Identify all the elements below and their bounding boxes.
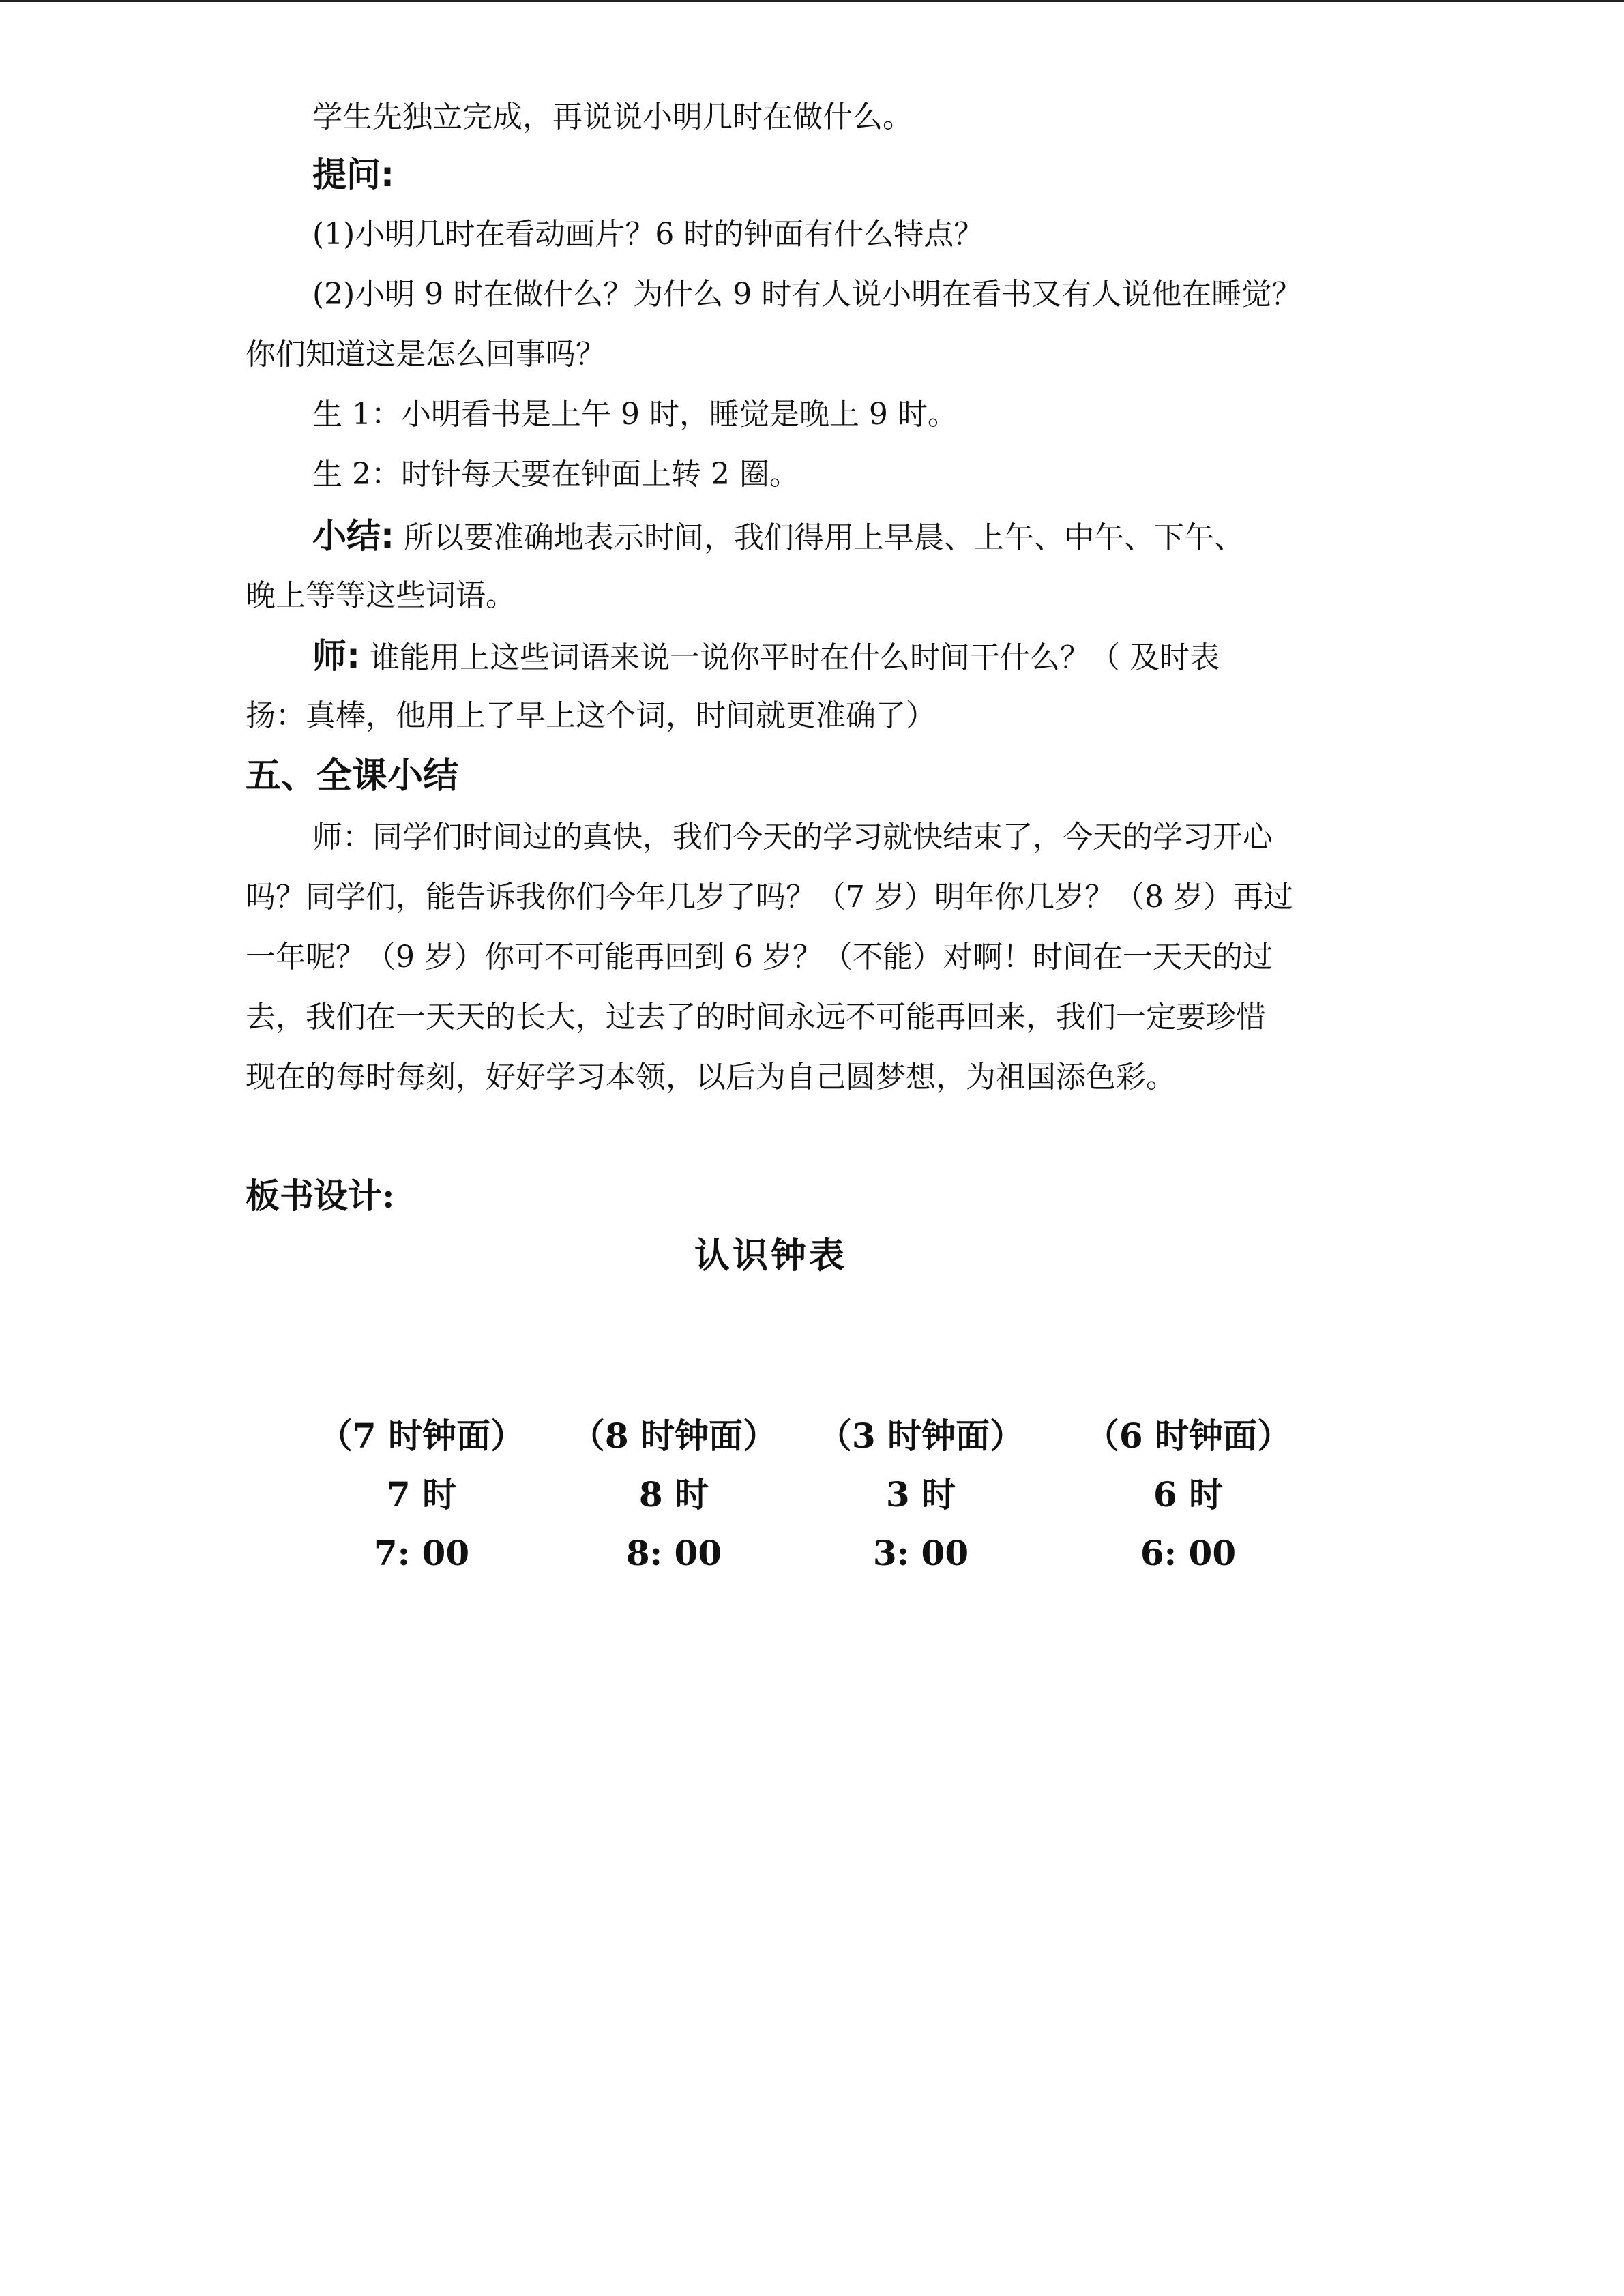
teacher-line-1 <box>312 637 1391 677</box>
paragraph-intro: 学生先独立完成，再说说小明几时在做什么。 <box>312 100 913 134</box>
clock-face-caption: （7 时钟面） <box>318 1416 525 1456</box>
board-title: 认识钟表 <box>694 1235 847 1277</box>
board-column-8 <box>537 1416 810 1574</box>
student-answer-1: 生 1：小明看书是上午 9 时，睡觉是晚上 9 时。 <box>312 397 958 432</box>
board-column-3 <box>784 1416 1057 1574</box>
summary-line-1 <box>312 517 1391 557</box>
hour-label: 6 时 <box>1153 1474 1224 1515</box>
section-5-heading: 五、全课小结 <box>246 756 459 796</box>
section-5-line-1: 师：同学们时间过的真快，我们今天的学习就快结束了，今天的学习开心 <box>312 820 1273 854</box>
hour-label: 8 时 <box>638 1474 709 1515</box>
digital-time: 3: 00 <box>872 1533 969 1573</box>
teacher-text: 谁能用上这些词语来说一说你平时在什么时间干什么？（ 及时表 <box>370 640 1220 675</box>
digital-time: 6: 00 <box>1140 1533 1237 1573</box>
hour-label: 7 时 <box>386 1474 457 1515</box>
teacher-line-2: 扬：真棒，他用上了早上这个词，时间就更准确了） <box>246 698 936 733</box>
section-5-line-4: 去，我们在一天天的长大，过去了的时间永远不可能再回来，我们一定要珍惜 <box>246 1000 1266 1034</box>
summary-text: 所以要准确地表示时间，我们得用上早晨、上午、中午、下午、 <box>404 520 1244 555</box>
section-5-line-3: 一年呢？（9 岁）你可不可能再回到 6 岁？（不能）对啊！时间在一天天的过 <box>246 940 1273 974</box>
question-2-line-2: 你们知道这是怎么回事吗？ <box>246 337 606 372</box>
clock-face-caption: （3 时钟面） <box>817 1416 1024 1456</box>
board-design-label: 板书设计: <box>246 1176 395 1216</box>
section-5-line-5: 现在的每时每刻，好好学习本领，以后为自己圆梦想，为祖国添色彩。 <box>246 1060 1176 1094</box>
summary-line-2: 晚上等等这些词语。 <box>246 578 516 613</box>
question-2-line-1: (2)小明 9 时在做什么？为什么 9 时有人说小明在看书又有人说他在睡觉？ <box>312 277 1302 312</box>
board-column-6 <box>1052 1416 1325 1574</box>
digital-time: 8: 00 <box>625 1533 722 1573</box>
board-column-7 <box>285 1416 558 1574</box>
page-top-border <box>0 0 1624 2</box>
clock-face-caption: （6 时钟面） <box>1084 1416 1292 1456</box>
digital-time: 7: 00 <box>373 1533 470 1573</box>
question-1: (1)小明几时在看动画片？6 时的钟面有什么特点？ <box>312 217 984 252</box>
teacher-label: 师: <box>312 636 360 676</box>
section-5-line-2: 吗？同学们，能告诉我你们今年几岁了吗？（7 岁）明年你几岁？（8 岁）再过 <box>246 880 1293 914</box>
question-heading-row <box>312 155 1391 196</box>
summary-label: 小结: <box>312 516 394 556</box>
hour-label: 3 时 <box>885 1474 956 1515</box>
clock-face-caption: （8 时钟面） <box>570 1416 778 1456</box>
student-answer-2: 生 2：时针每天要在钟面上转 2 圈。 <box>312 457 799 492</box>
question-label: 提问: <box>312 155 394 194</box>
